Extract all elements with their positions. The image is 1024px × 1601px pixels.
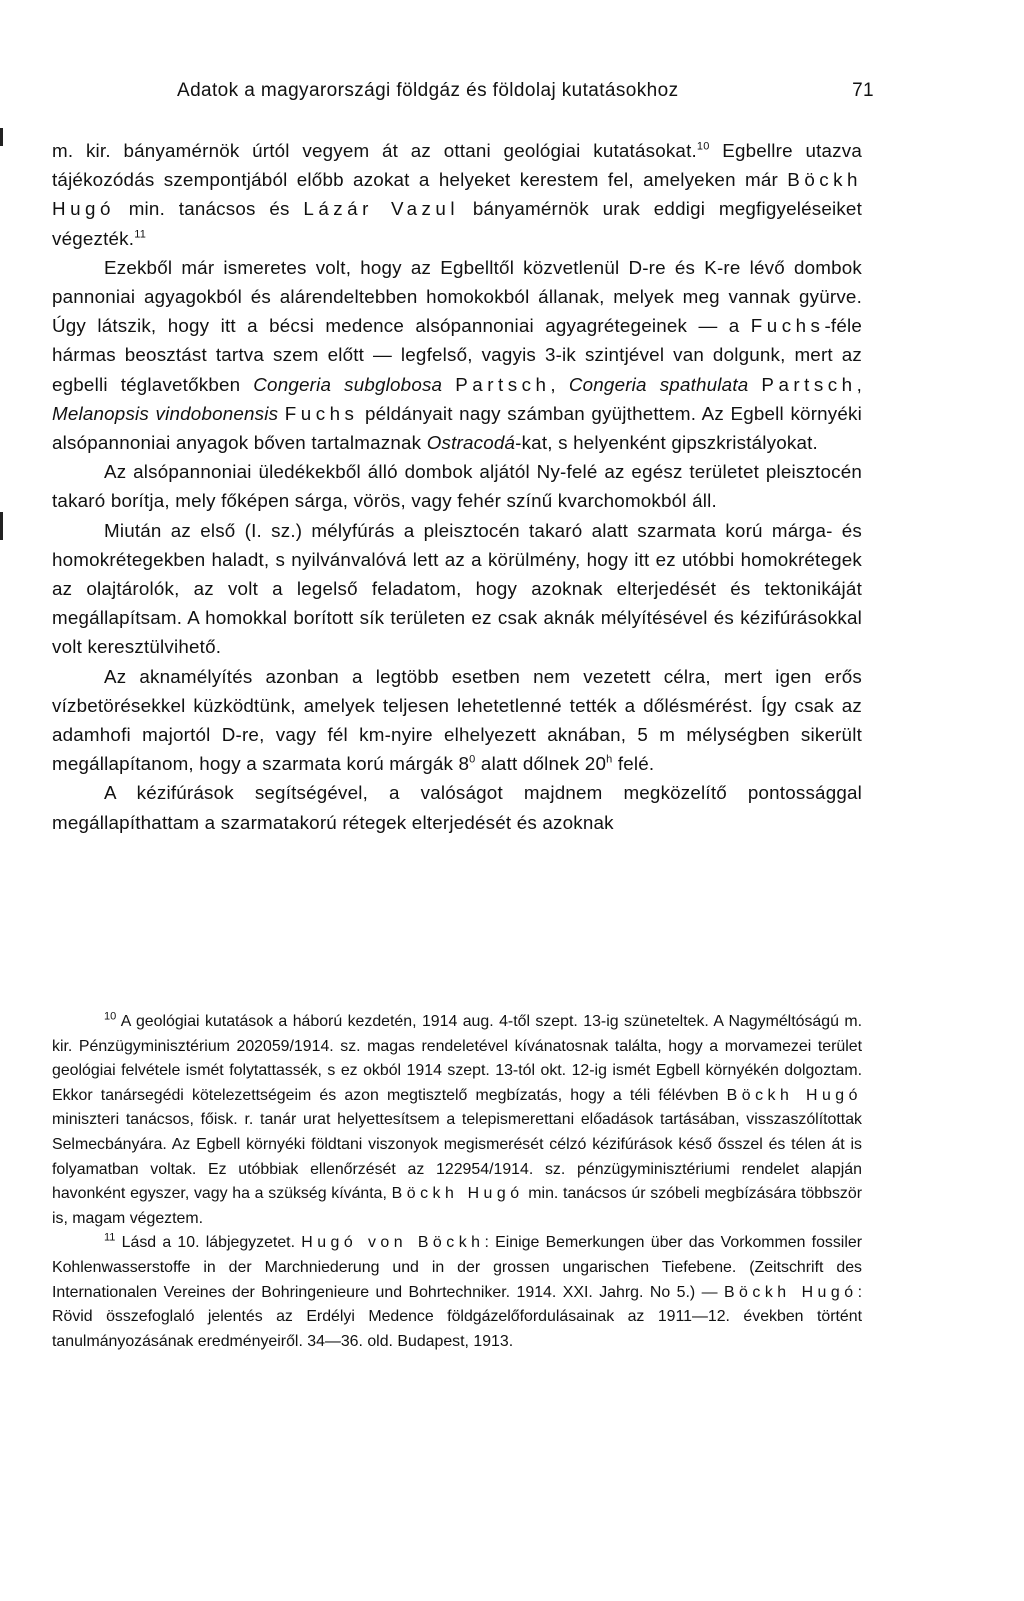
- text-run: példányait nagy számban gyüjthettem. Az Egbell környéki alsópannoniai anyagok bőven tartalmaznak: [52, 402, 862, 454]
- species-name: Congeria subglobosa: [253, 373, 443, 395]
- page: [52, 80, 874, 837]
- person-name: Fuchs: [284, 402, 359, 424]
- taxon-name: Ostracodá: [426, 432, 516, 454]
- text-run: -féle hármas beosztást tartva szem előtt — legfelső, vagyis 3-ik szintjével van dolgunk, mert az egbelli téglavetőkben: [52, 315, 862, 395]
- footnote-11: [52, 1231, 862, 1354]
- person-name: Fuchs: [750, 315, 825, 337]
- person-name: Lázár Vazul: [303, 198, 460, 220]
- person-name: Böckh Hugó: [723, 1283, 858, 1301]
- person-name: Partsch: [455, 373, 551, 395]
- text-run: min. tanácsos úr szóbeli megbízására többször is, magam végeztem.: [52, 1185, 862, 1227]
- person-name: Böckh Hugó: [52, 169, 862, 220]
- person-name: Böckh Hugó: [391, 1185, 524, 1203]
- text-run: m. kir. bányamérnök úrtól vegyem át az ottani geológiai kutatásokat.: [52, 140, 697, 161]
- text-run: [748, 374, 761, 395]
- text-run: : Einige Bemerkungen über das Vorkommen fossiler Kohlenwasserstoffe in der Marchniederung und in der grossen ungarischen Tiefebene. (Zeitschrift des Internationalen Vereines der Bohringenieure und Bohrtechniker. 1914. XXI. Jahrg. No 5.) —: [52, 1234, 863, 1301]
- footnote-ref-10: 10: [696, 140, 710, 153]
- text-run: Az aknamélyítés azonban a legtöbb esetben nem vezetett célra, mert igen erős vízbetörésekkel küzködtünk, amelyek teljesen lehetetlenné tették a dőlésmérést. Így csak az adamhofi majortól D-re, vagy fél km-nyire elhelyezett aknában, 5 m mélységben sikerült megállapítanom, hogy a szarmata korú márgák 8: [52, 665, 862, 775]
- body-text: [52, 136, 862, 837]
- footnote-ref-11: 11: [134, 228, 147, 241]
- footnote-mark: 11: [104, 1232, 116, 1245]
- page-number: 71: [852, 80, 874, 101]
- paragraph-5: [52, 662, 862, 779]
- person-name: Partsch: [761, 373, 857, 395]
- running-head-title: Adatok a magyarországi földgáz és földolaj kutatásokhoz: [177, 80, 679, 101]
- hour-superscript: h: [606, 754, 613, 766]
- paragraph-4: Miután az első (I. sz.) mélyfúrás a pleisztocén takaró alatt szarmata korú márga- és homokrétegekben haladt, s nyilvánvalóvá lett az a körülmény, hogy itt ez utóbbi homokrétegek az olajtárolók, az volt a legelső feladatom, hogy azoknak elterjedését és tektonikáját megállapítsam. A homokkal borított sík területen ez csak aknák mélyítésével és kézifúrásokkal volt keresztülvihető.: [52, 519, 862, 658]
- text-run: : Rövid összefoglaló jelentés az Erdélyi Medence földgázelőfordulásainak az 1911—12. években történt tanulmányozásának eredményeiről. 34—36. old. Budapest, 1913.: [52, 1283, 862, 1350]
- text-run: Egbellre utazva tájékozódás szempontjából előbb azokat a helyeket kerestem fel, amelyeken már: [52, 140, 862, 191]
- text-run: A geológiai kutatások a háború kezdetén, 1914 aug. 4-től szept. 13-ig szüneteltek. A Nagyméltóságú m. kir. Pénzügyminisztérium 202059/1914. sz. magas rendeletével kívánatosnak találta, hogy a morvamezei terület geológiai felvétele ismét folytattassék, s ez okból 1914 szept. 13-tól okt. 12-ig ismét Egbell környékén dolgoztam. Ekkor tanársegédi kötelezettségeim és azon megtisztelő megbízatás, hogy a téli félévben: [52, 1013, 862, 1104]
- scan-edge-mark-top: [0, 128, 3, 146]
- text-run: Ezekből már ismeretes volt, hogy az Egbelltől közvetlenül D-re és K-re lévő dombok pannoniai agyagokból és alárendeltebben homokokból állanak, melyek meg vannak gyürve. Úgy látszik, hogy itt a bécsi medence alsópannoniai agyagrétegeinek — a: [52, 256, 862, 337]
- text-run: [442, 374, 455, 395]
- degree-sign: 0: [469, 754, 476, 766]
- running-head: [177, 80, 874, 106]
- scan-edge-mark-middle: [0, 512, 3, 540]
- text-run: felé.: [612, 753, 655, 775]
- footnote-mark: 10: [104, 1010, 117, 1023]
- text-run: Lásd a 10. lábjegyzetet.: [115, 1234, 302, 1252]
- species-name: Congeria spathulata: [568, 373, 749, 395]
- paragraph-2: [52, 253, 862, 457]
- text-run: ,: [856, 373, 863, 395]
- paragraph-3: Az alsópannoniai üledékekből álló dombok aljától Ny-felé az egész területet pleisztocén takaró borítja, mely főképen sárga, vörös, vagy fehér színű kvarchomokból áll.: [52, 461, 862, 512]
- species-name: Melanopsis vindobonensis: [52, 402, 279, 424]
- text-run: alatt dőlnek 20: [475, 753, 607, 775]
- footnotes: [52, 1010, 862, 1354]
- person-name: Böckh Hugó: [726, 1086, 862, 1104]
- text-run: -kat, s helyenként gipszkristályokat.: [515, 432, 818, 454]
- text-run: min. tanácsos és: [114, 198, 304, 220]
- footnote-10: [52, 1010, 862, 1231]
- text-run: bányamérnök urak eddigi megfigyeléseiket végezték.: [52, 198, 862, 249]
- text-run: miniszteri tanácsos, főisk. r. tanár urat helyettesítsem a telepismerettani előadások tartásában, visszaszólítottak Selmecbányára. Az Egbell környéki földtani viszonyok megismerését célzó kézifúrások késő ősszel és télen át is folyamatban voltak. Ez utóbbiak ellenőrzését az 122954/1914. sz. pénzügyminisztériumi rendelet alapján havonként egyszer, vagy ha a szükség kívánta,: [52, 1111, 862, 1203]
- text-run: ,: [550, 373, 569, 395]
- paragraph-1: [52, 136, 862, 253]
- paragraph-6: A kézifúrások segítségével, a valóságot majdnem megközelítő pontossággal megállapíthattam a szarmatakorú rétegek elterjedését és azoknak: [52, 782, 862, 833]
- person-name: Hugó von Böckh: [301, 1234, 485, 1252]
